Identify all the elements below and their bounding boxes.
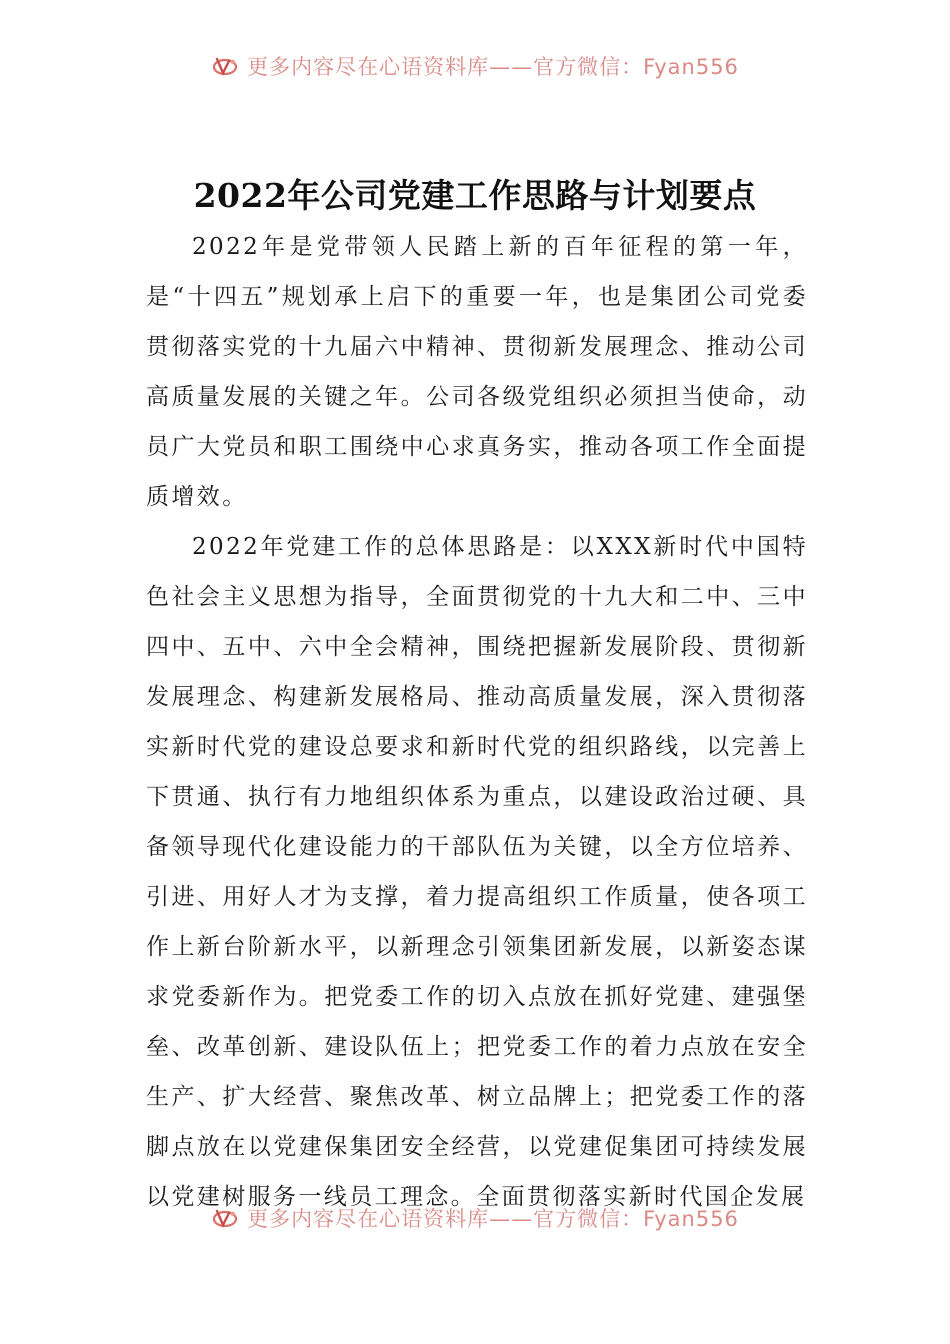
paragraph-overall-approach: 2022年党建工作的总体思路是：以XXX新时代中国特色社会主义思想为指导，全面贯彻党的十九大和二中、三中四中、五中、六中全会精神，围绕把握新发展阶段、贯彻新发展理念、构建新发展格局、推动高质量发展，深入贯彻落实新时代党的建设总要求和新时代党的组织路线，以完善上下贯通、执行有力地组织体系为重点，以建设政治过硬、具备领导现代化建设能力的干部队伍为关键，以全方位培养、引进、用好人才为支撑，着力提高组织工作质量，使各项工作上新台阶新水平，以新理念引领集团新发展，以新姿态谋求党委新作为。把党委工作的切入点放在抓好党建、建强堡垒、改革创新、建设队伍上；把党委工作的着力点放在安全生产、扩大经营、聚焦改革、树立品牌上；把党委工作的落脚点放在以党建保集团安全经营，以党建促集团可持续发展以党建树服务一线员工理念。全面贯彻落实新时代国企发展 (146, 534, 808, 1210)
document-body (146, 222, 808, 1212)
header-watermark (0, 56, 950, 84)
paragraph-intro: 2022年是党带领人民踏上新的百年征程的第一年，是“十四五”规划承上启下的重要一年，也是集团公司党委贯彻落实党的十九届六中精神、贯彻新发展理念、推动公司高质量发展的关键之年。公司各级党组织必须担当使命，动员广大党员和职工围绕中心求真务实，推动各项工作全面提质增效。 (146, 234, 808, 510)
watermark-text: 更多内容尽在心语资料库——官方微信：Fyan556 (247, 1208, 739, 1231)
footer-watermark (0, 1208, 950, 1236)
watermark-text: 更多内容尽在心语资料库——官方微信：Fyan556 (247, 56, 739, 79)
watermark-logo-icon (211, 1208, 239, 1229)
watermark-logo-icon (211, 56, 239, 77)
document-title: 2022年公司党建工作思路与计划要点 (193, 176, 757, 215)
